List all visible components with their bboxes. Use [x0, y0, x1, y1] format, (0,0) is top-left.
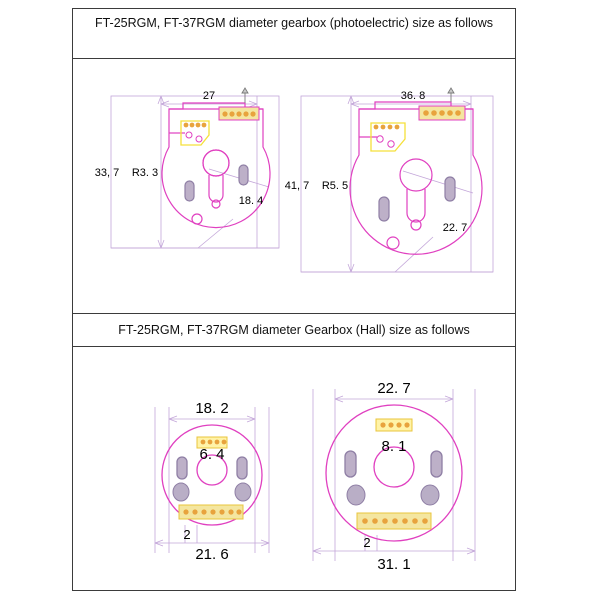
hall-sensor-pad-left-b	[235, 483, 251, 501]
dim-ft37-height: 41, 7	[284, 180, 310, 192]
dim-hall25-bore: 6. 4	[199, 446, 225, 463]
hall-connector-right	[357, 513, 431, 529]
dim-hall37-bore: 8. 1	[381, 438, 407, 455]
component-pads-right	[374, 125, 400, 148]
dim-ft25-radius: R3. 3	[131, 167, 159, 179]
dim-ft37-width: 36. 8	[400, 90, 426, 102]
board-outline-left	[162, 103, 270, 228]
drawing-ft-37rgm-hall	[313, 380, 475, 573]
dim-hall25-pad-pitch: 2	[183, 527, 191, 542]
section-title-hall: FT-25RGM, FT-37RGM diameter Gearbox (Hall) size as follows	[73, 313, 515, 347]
dim-ft25-height: 33, 7	[94, 167, 120, 179]
dim-hall37-inner-width: 22. 7	[377, 380, 411, 397]
hall-sensor-pad-right-a	[347, 485, 365, 505]
drawing-ft-37rgm-photo	[285, 88, 493, 272]
hall-connector-left	[179, 505, 243, 519]
dimension-lines-hall-left	[155, 407, 269, 553]
photoelectric-svg	[73, 59, 515, 313]
polarity-marker-left	[242, 88, 248, 103]
hall-sensor-pad-right-b	[421, 485, 439, 505]
connector-header-right	[419, 106, 465, 120]
drawing-sheet	[72, 8, 516, 591]
drawing-ft-25rgm-hall	[155, 400, 269, 563]
dim-ft25-offset: 18. 4	[238, 195, 264, 207]
dim-ft37-offset: 22. 7	[442, 222, 468, 234]
dimension-lines-hall-right	[313, 389, 475, 561]
component-pads-left	[184, 123, 207, 142]
hall-drawings-panel	[73, 347, 515, 591]
dim-ft37-radius: R5. 5	[321, 180, 349, 192]
section-title-photoelectric: FT-25RGM, FT-37RGM diameter gearbox (photoelectric) size as follows	[73, 9, 515, 59]
connector-header-left	[219, 107, 259, 120]
dim-hall25-outer-width: 21. 6	[195, 546, 229, 563]
hall-pads-right-top	[376, 419, 412, 431]
dim-hall37-outer-width: 31. 1	[377, 556, 411, 573]
hall-svg	[73, 347, 515, 591]
dim-hall25-inner-width: 18. 2	[195, 400, 229, 417]
polarity-marker-right	[448, 88, 454, 102]
drawing-ft-25rgm-photo	[95, 88, 279, 248]
hall-sensor-pad-left-a	[173, 483, 189, 501]
dim-hall37-pad-pitch: 2	[363, 535, 371, 550]
photoelectric-drawings-panel	[73, 59, 515, 313]
dim-ft25-width: 27	[202, 90, 216, 102]
